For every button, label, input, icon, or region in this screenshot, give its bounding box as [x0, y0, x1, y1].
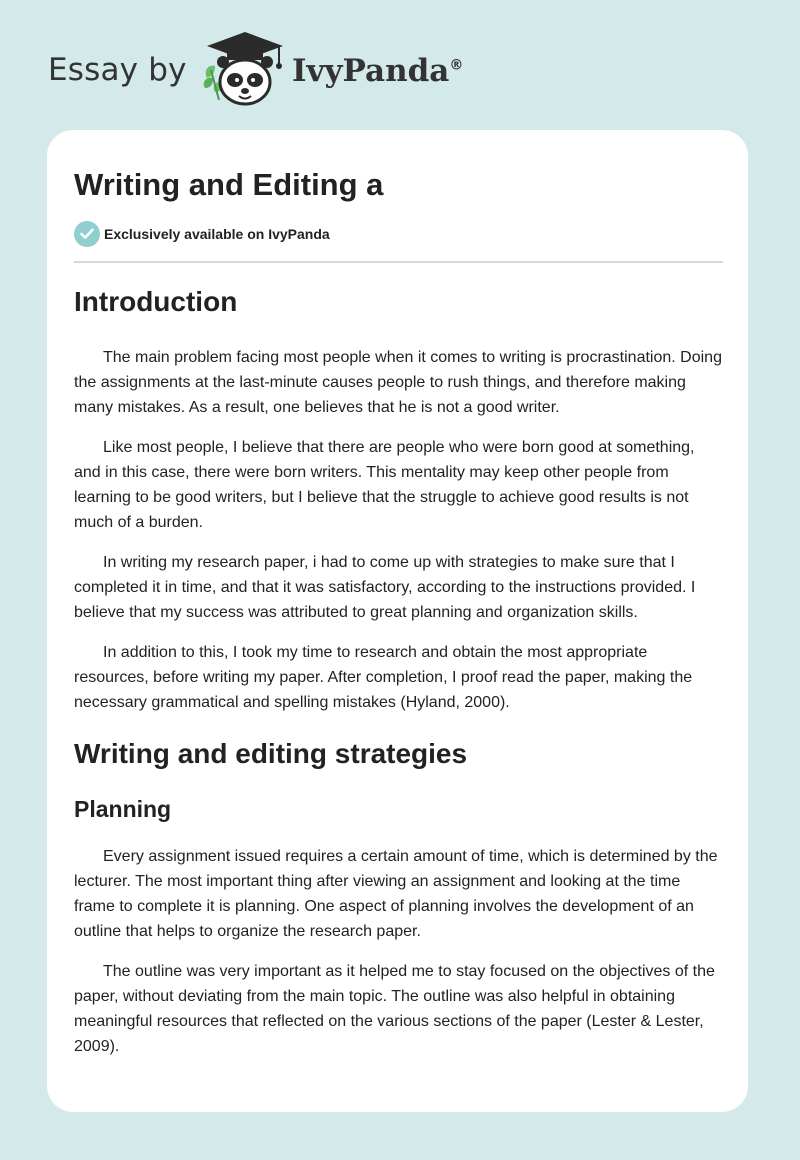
- section-heading-writing-editing: Writing and editing strategies: [74, 738, 468, 769]
- paragraph: Every assignment issued requires a certain amount of time, which is determined by the lecturer. The most important thing after viewing an assignment and looking at the time frame to complete it is planning. One aspect of planning involves the development of an outline that helps to organize the research paper.: [74, 848, 718, 940]
- check-circle-icon: [74, 221, 100, 247]
- title-divider: [74, 261, 723, 263]
- section-heading-introduction: Introduction: [74, 286, 238, 317]
- site-header: [48, 30, 748, 110]
- subsection-heading-planning: Planning: [74, 796, 172, 822]
- paragraph: In addition to this, I took my time to research and obtain the most appropriate resources, before writing my paper. After completion, I proof read the paper, making the necessary grammatical and spelling mistakes (Hyland, 2000).: [74, 644, 693, 711]
- essay-content: [74, 130, 723, 1059]
- registered-mark: ®: [449, 57, 464, 74]
- exclusive-badge-label: Exclusively available on IvyPanda: [104, 226, 330, 242]
- paragraph: Like most people, I believe that there are people who were born good at something, and in this case, there were born writers. This mentality may keep other people from learning to be good writers, but I believe that the struggle to achieve good results is not much of a burden.: [74, 439, 695, 531]
- essay-title: Writing and Editing a: [74, 167, 384, 202]
- essay-by-label: Essay by: [48, 52, 187, 88]
- panda-logo-icon[interactable]: [201, 30, 289, 110]
- paragraph: The outline was very important as it helped me to stay focused on the objectives of the paper, without deviating from the main topic. The outline was also helpful in obtaining meaningful resources that reflected on the various sections of the paper (Lester & Lester, 2009).: [74, 963, 715, 1055]
- exclusive-badge: [74, 221, 723, 247]
- brand-label: IvyPanda: [292, 53, 450, 89]
- brand-name[interactable]: [292, 53, 463, 89]
- paragraph: The main problem facing most people when it comes to writing is procrastination. Doing the assignments at the last-minute causes people to rush things, and therefore making many mistakes. As a result, one believes that he is not a good writer.: [74, 349, 722, 416]
- paragraph: In writing my research paper, i had to come up with strategies to make sure that I completed it in time, and that it was satisfactory, according to the instructions provided. I believe that my success was attributed to great planning and organization skills.: [74, 554, 696, 621]
- essay-card: [47, 130, 748, 1112]
